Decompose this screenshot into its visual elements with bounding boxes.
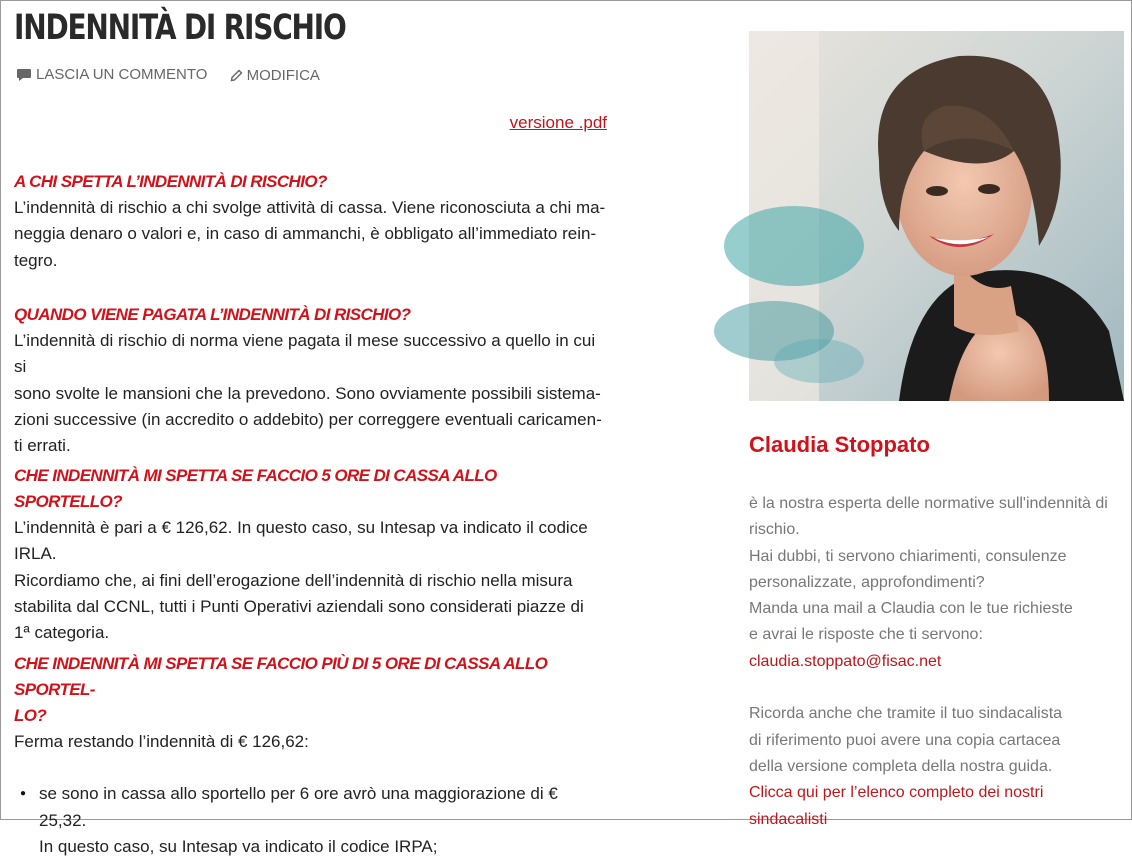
faq-answer: [14, 328, 607, 459]
leave-comment-label: LASCIA UN COMMENTO: [36, 66, 208, 83]
author-photo: [749, 31, 1124, 401]
author-sidebar: [749, 31, 1124, 833]
author-name: Claudia Stoppato: [749, 432, 930, 457]
faq-answer: [14, 729, 607, 755]
pdf-version-link[interactable]: versione .pdf: [509, 113, 607, 132]
answer-line: ti errati.: [14, 436, 71, 456]
answer-line: L’indennità di rischio a chi svolge attività di cassa. Viene riconosciuta a chi ma-: [14, 198, 606, 217]
faq-section-3: [14, 463, 607, 646]
link-line: Clicca qui per l’elenco completo dei nostri: [749, 784, 1044, 802]
faq-question: CHE INDENNITÀ MI SPETTA SE FACCIO 5 ORE DI CASSA ALLO SPORTELLO?: [14, 466, 497, 511]
unionists-list-link[interactable]: [749, 784, 1043, 827]
faq-answer: [14, 195, 607, 274]
answer-line: sono svolte le mansioni che la prevedono. Sono ovviamente possibili sistema-: [14, 383, 601, 403]
bio-line: personalizzate, approfondimenti?: [749, 573, 985, 591]
bio-line: e avrai le risposte che ti servono:: [749, 626, 983, 644]
bullet-list: [14, 781, 607, 860]
edit-link[interactable]: [230, 67, 320, 84]
answer-line: zioni successive (in accredito o addebito) per correggere eventuali caricamen-: [14, 409, 602, 429]
bio-line: rischio.: [749, 521, 800, 539]
bio-line: Hai dubbi, ti servono chiarimenti, consulenze: [749, 547, 1067, 565]
link-line: sindacalisti: [749, 810, 828, 828]
spacer: [749, 675, 1124, 701]
answer-line: L’indennità è pari a € 126,62. In questo caso, su Intesap va indicato il codice: [14, 518, 588, 537]
answer-line: Ferma restando l’indennità di € 126,62:: [14, 732, 309, 751]
post-meta: [16, 66, 320, 86]
faq-section-4: [14, 651, 607, 860]
answer-line: stabilita dal CCNL, tutti i Punti Operativi aziendali sono considerati piazze di: [14, 596, 584, 616]
answer-line: 1ª categoria.: [14, 623, 110, 643]
list-item: [39, 781, 607, 860]
bullet-line: In questo caso, su Intesap va indicato il codice IRPA;: [39, 836, 438, 856]
question-line: CHE INDENNITÀ MI SPETTA SE FACCIO PIÙ DI 5 ORE DI CASSA ALLO SPORTEL-: [14, 654, 548, 699]
leave-comment-link[interactable]: [16, 66, 207, 83]
question-line: LO?: [14, 706, 47, 725]
bio-line: Manda una mail a Claudia con le tue richieste: [749, 600, 1073, 618]
answer-line: L’indennità di rischio di norma viene pagata il mese successivo a quello in cui si: [14, 331, 596, 377]
faq-section-2: [14, 302, 607, 459]
answer-line: Ricordiamo che, ai fini dell’erogazione dell’indennità di rischio nella misura: [14, 570, 573, 590]
author-bio: [749, 491, 1124, 833]
faq-answer: [14, 515, 607, 646]
bio-line: è la nostra esperta delle normative sull'indennità di: [749, 495, 1108, 512]
email-link[interactable]: claudia.stoppato@fisac.net: [749, 652, 942, 670]
speech-bubble-icon: [16, 68, 32, 82]
answer-line: tegro.: [14, 250, 58, 270]
bullet-line: ● se sono in cassa allo sportello per 6 ore avrò una maggiorazione di € 25,32.: [39, 784, 558, 830]
bio-line: Ricorda anche che tramite il tuo sindacalista: [749, 705, 1063, 723]
faq-section-1: [14, 169, 607, 274]
faq-question: QUANDO VIENE PAGATA L’INDENNITÀ DI RISCHIO?: [14, 305, 411, 324]
edit-label: MODIFICA: [246, 66, 320, 84]
faq-question: A CHI SPETTA L’INDENNITÀ DI RISCHIO?: [14, 172, 327, 191]
answer-line: IRLA.: [14, 544, 57, 564]
bio-line: di riferimento puoi avere una copia cartacea: [749, 731, 1061, 749]
pencil-icon: [230, 69, 243, 82]
faq-question: [14, 651, 607, 729]
answer-line: neggia denaro o valori e, in caso di ammanchi, è obbligato all’immediato rein-: [14, 224, 597, 244]
page-title: INDENNITÀ DI RISCHIO: [14, 8, 346, 48]
bio-line: della versione completa della nostra guida.: [749, 757, 1053, 775]
